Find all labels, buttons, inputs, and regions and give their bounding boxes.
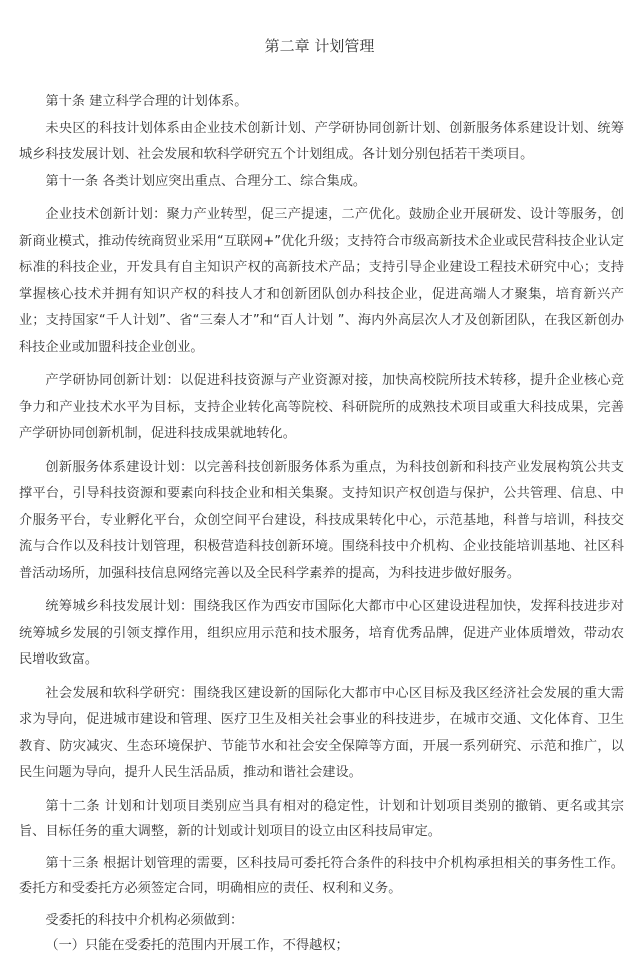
social-development-paragraph: 社会发展和软科学研究：围绕我区建设新的国际化大都市中心区目标及我区经济社会发展的重大需求为导向，促进城市建设和管理、医疗卫生及相关社会事业的科技进步，在城市交通、文化体育、卫生教育、防灾减灾、生态环境保护、节能节水和社会安全保障等方面，开展一系列研究、示范和推广，以民生问题为导向，提升人民生活品质，推动和谐社会建设。 (19, 685, 624, 780)
requirement-item-1: （一）只能在受委托的范围内开展工作，不得越权； (45, 937, 349, 953)
urban-rural-plan-paragraph: 统筹城乡科技发展计划：围绕我区作为西安市国际化大都市中心区建设进程加快，发挥科技进步对统筹城乡发展的引领支撑作用，组织应用示范和技术服务，培育优秀品牌，促进产业体质增效，带动农民增收致富。 (19, 599, 624, 667)
article-11-heading: 第十一条 各类计划应突出重点、合理分工、综合集成。 (45, 173, 367, 189)
chapter-title: 第二章 计划管理 (264, 37, 375, 55)
article-10-heading: 第十条 建立科学合理的计划体系。 (45, 94, 248, 109)
document-body (19, 89, 624, 958)
enterprise-innovation-plan-paragraph: 企业技术创新计划：聚力产业转型，促三产提速，二产优化。鼓励企业开展研发、设计等服务，创新商业模式，推动传统商贸业采用“互联网+”优化升级；支持符合市级高新技术企业或民营科技企业认定标准的科技企业，开发具有自主知识产权的高新技术产品；支持引导企业建设工程技术研究中心；支持掌握核心技术并拥有知识产权的科技人才和创新团队创办科技企业，促进高端人才聚集，培育新兴产业；支持国家“千人计划”、省“三秦人才”和“百人计划 ”、海内外高层次人才及创新团队，在我区新创办科技企业或加盟科技企业创业。 (19, 207, 624, 355)
entrusted-agency-requirements: 受委托的科技中介机构必须做到： (45, 912, 244, 928)
article-12-paragraph: 第十二条 计划和计划项目类别应当具有相对的稳定性，计划和计划项目类别的撤销、更名或其宗旨、目标任务的重大调整，新的计划或计划项目的设立由区科技局审定。 (19, 798, 624, 839)
article-10-body: 未央区的科技计划体系由企业技术创新计划、产学研协同创新计划、创新服务体系建设计划、统筹城乡科技发展计划、社会发展和软科学研究五个计划组成。各计划分别包括若干类项目。 (19, 120, 624, 162)
article-13-paragraph: 第十三条 根据计划管理的需要，区科技局可委托符合条件的科技中介机构承担相关的事务性工作。委托方和受委托方必须签定合同，明确相应的责任、权利和义务。 (19, 855, 624, 896)
service-system-plan-paragraph: 创新服务体系建设计划：以完善科技创新服务体系为重点，为科技创新和科技产业发展构筑公共支撑平台，引导科技资源和要素向科技企业和相关集聚。支持知识产权创造与保护，公共管理、信息、中介服务平台，专业孵化平台，众创空间平台建设，科技成果转化中心，示范基地，科普与培训，科技交流与合作以及科技计划管理，积极营造科技创新环境。围绕科技中介机构、企业技能培训基地、社区科普活动场所，加强科技信息网络完善以及全民科学素养的提高，为科技进步做好服务。 (19, 459, 624, 581)
industry-academia-plan-paragraph: 产学研协同创新计划：以促进科技资源与产业资源对接，加快高校院所技术转移，提升企业核心竞争力和产业技术水平为目标，支持企业转化高等院校、科研院所的成熟技术项目或重大科技成果，完善产学研协同创新机制，促进科技成果就地转化。 (19, 373, 624, 441)
